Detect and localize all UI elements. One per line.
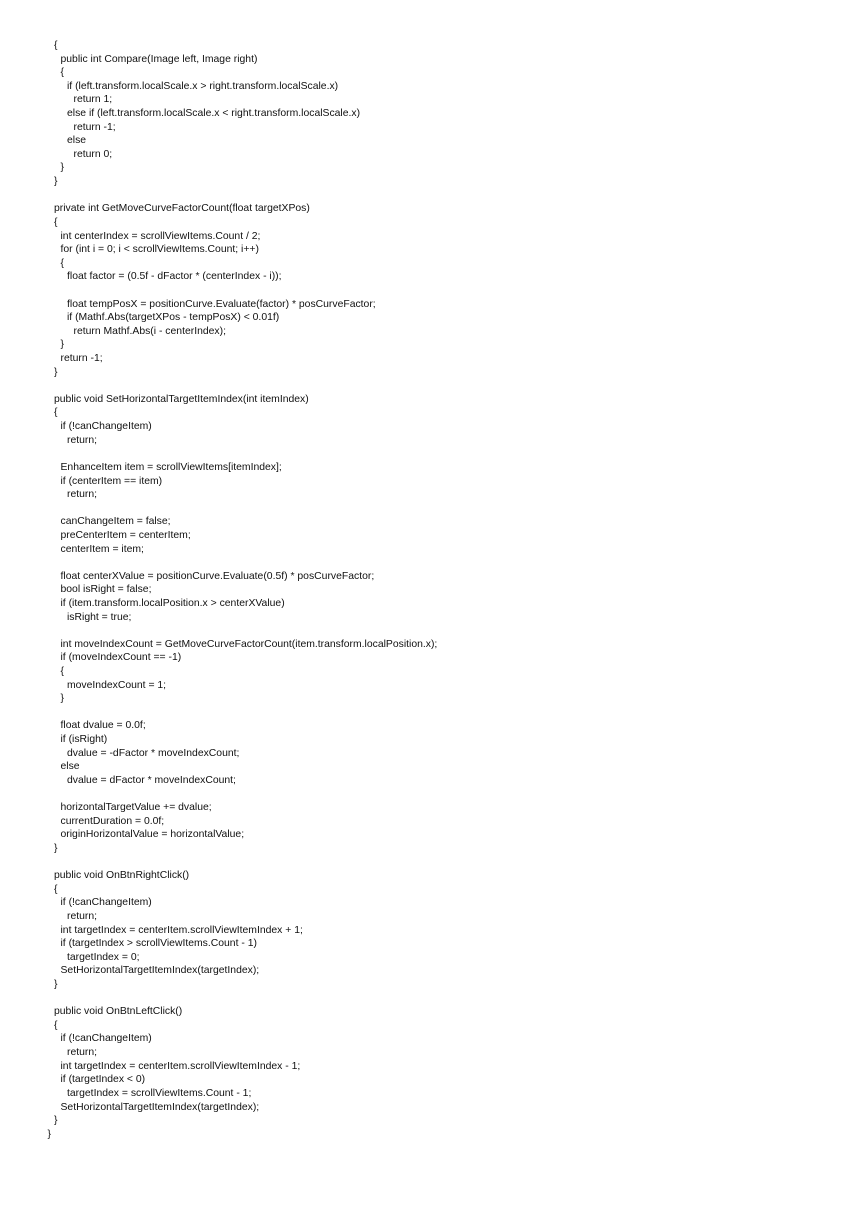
code-line: [0, 447, 868, 461]
code-line: return 1;: [73, 94, 113, 106]
code-listing: [0, 39, 868, 1141]
code-line: [0, 788, 868, 802]
code-line: public int Compare(Image left, Image right): [60, 53, 258, 65]
code-line: float centerXValue = positionCurve.Evaluate(0.5f) * posCurveFactor;: [60, 570, 375, 582]
code-line: if (!canChangeItem): [60, 421, 152, 433]
code-line: [0, 624, 868, 638]
code-line: dvalue = dFactor * moveIndexCount;: [67, 774, 236, 786]
code-line: public void SetHorizontalTargetItemIndex(int itemIndex): [54, 393, 309, 405]
code-line: int targetIndex = centerItem.scrollViewItemIndex - 1;: [60, 1060, 301, 1072]
code-line: }: [60, 693, 64, 705]
code-line: float tempPosX = positionCurve.Evaluate(factor) * posCurveFactor;: [67, 298, 376, 310]
code-line: if (centerItem == item): [60, 475, 163, 487]
code-line: {: [54, 883, 58, 895]
code-line: if (moveIndexCount == -1): [60, 652, 182, 664]
code-line: SetHorizontalTargetItemIndex(targetIndex);: [60, 965, 260, 977]
code-line: {: [54, 1019, 58, 1031]
code-line: originHorizontalValue = horizontalValue;: [60, 829, 245, 841]
code-line: }: [54, 979, 58, 991]
code-line: }: [54, 176, 58, 188]
code-line: return -1;: [60, 353, 103, 365]
code-line: {: [54, 216, 58, 228]
code-line: [0, 189, 868, 203]
code-line: return;: [67, 911, 98, 922]
code-line: moveIndexCount = 1;: [67, 679, 167, 691]
code-line: }: [60, 162, 64, 174]
code-line: int targetIndex = centerItem.scrollViewItemIndex + 1;: [60, 924, 303, 936]
code-line: [0, 284, 868, 298]
code-line: if (!canChangeItem): [60, 1033, 152, 1045]
code-line: canChangeItem = false;: [60, 516, 171, 528]
code-line: return -1;: [73, 121, 116, 133]
code-line: int moveIndexCount = GetMoveCurveFactorCount(item.transform.localPosition.x);: [60, 638, 438, 650]
code-line: else if (left.transform.localScale.x < right.transform.localScale.x): [67, 108, 361, 120]
code-line: dvalue = -dFactor * moveIndexCount;: [67, 747, 240, 759]
code-line: centerItem = item;: [60, 543, 144, 555]
code-line: }: [47, 1128, 51, 1140]
code-line: if (isRight): [60, 734, 108, 746]
code-line: if (item.transform.localPosition.x > centerXValue): [60, 597, 285, 609]
code-line: [0, 992, 868, 1006]
code-line: currentDuration = 0.0f;: [60, 815, 165, 827]
code-line: [0, 706, 868, 720]
code-line: horizontalTargetValue += dvalue;: [60, 802, 212, 814]
code-line: float dvalue = 0.0f;: [60, 720, 146, 732]
code-line: int centerIndex = scrollViewItems.Count / 2;: [60, 230, 261, 242]
code-line: EnhanceItem item = scrollViewItems[itemIndex];: [60, 461, 282, 473]
code-line: {: [60, 257, 64, 269]
code-line: return 0;: [73, 148, 113, 160]
code-line: }: [54, 1115, 58, 1127]
code-line: public void OnBtnRightClick(): [54, 870, 190, 882]
code-line: {: [60, 67, 64, 79]
code-line: for (int i = 0; i < scrollViewItems.Count; i++): [60, 244, 259, 256]
code-line: if (left.transform.localScale.x > right.transform.localScale.x): [67, 80, 339, 92]
code-line: }: [54, 366, 58, 378]
code-line: if (targetIndex > scrollViewItems.Count - 1): [60, 938, 257, 950]
code-line: targetIndex = 0;: [67, 951, 140, 963]
code-line: if (!canChangeItem): [60, 897, 152, 909]
code-line: }: [60, 339, 64, 351]
code-line: return Mathf.Abs(i - centerIndex);: [73, 325, 226, 337]
code-line: if (targetIndex < 0): [60, 1074, 146, 1086]
code-line: preCenterItem = centerItem;: [60, 529, 191, 541]
code-line: targetIndex = scrollViewItems.Count - 1;: [67, 1087, 252, 1099]
code-line: return;: [67, 489, 98, 501]
code-line: if (Mathf.Abs(targetXPos - tempPosX) < 0.01f): [67, 312, 280, 324]
code-line: float factor = (0.5f - dFactor * (centerIndex - i));: [67, 271, 282, 283]
code-line: {: [54, 407, 58, 419]
code-line: {: [60, 666, 64, 678]
code-line: [0, 502, 868, 516]
code-line: else: [67, 135, 87, 147]
code-line: [0, 379, 868, 393]
code-line: private int GetMoveCurveFactorCount(float targetXPos): [54, 203, 310, 215]
code-line: }: [54, 842, 58, 854]
code-line: public void OnBtnLeftClick(): [54, 1006, 183, 1018]
code-line: else: [60, 761, 80, 773]
code-line: return;: [67, 1047, 98, 1059]
code-line: {: [54, 40, 58, 51]
code-line: bool isRight = false;: [60, 584, 152, 596]
code-line: return;: [67, 434, 98, 446]
code-line: [0, 856, 868, 870]
code-line: isRight = true;: [67, 611, 132, 623]
code-line: [0, 556, 868, 570]
code-line: SetHorizontalTargetItemIndex(targetIndex);: [60, 1101, 260, 1113]
